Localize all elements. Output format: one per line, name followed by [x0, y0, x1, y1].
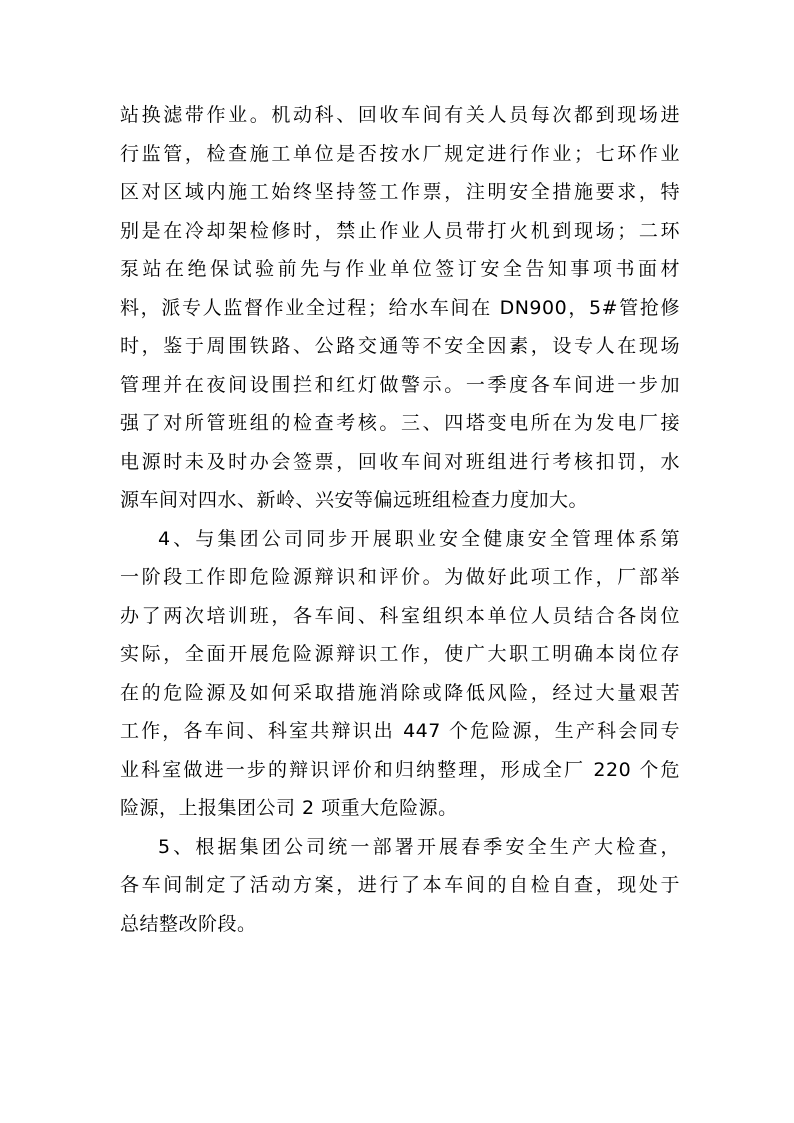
- text-line: 5、根据集团公司统一部署开展春季安全生产大检查，: [158, 835, 680, 858]
- text-line: 管理并在夜间设围拦和红灯做警示。一季度各车间进一步加: [120, 373, 680, 396]
- paragraph-item-4: [120, 520, 680, 828]
- text-line: 强了对所管班组的检查考核。三、四塔变电所在为发电厂接: [120, 412, 680, 434]
- text-line: 办了两次培训班，各车间、科室组织本单位人员结合各岗位: [120, 604, 680, 627]
- text-line: 泵站在绝保试验前先与作业单位签订安全告知事项书面材: [120, 258, 680, 280]
- text-line: 实际，全面开展危险源辩识工作，使广大职工明确本岗位存: [120, 643, 680, 665]
- text-line: 工作，各车间、科室共辩识出 447 个危险源，生产科会同专: [120, 720, 680, 742]
- text-line: 行监管，检查施工单位是否按水厂规定进行作业；七环作业: [120, 142, 680, 165]
- text-line: 源车间对四水、新岭、兴安等偏远班组检查力度加大。: [120, 489, 589, 511]
- text-line: 总结整改阶段。: [120, 912, 257, 935]
- text-line: 各车间制定了活动方案，进行了本车间的自检自查，现处于: [120, 874, 680, 896]
- paragraph-continued: [120, 96, 680, 520]
- text-line: 4、与集团公司同步开展职业安全健康安全管理体系第: [158, 527, 680, 550]
- text-line: 料，派专人监督作业全过程；给水车间在 DN900，5#管抢修: [120, 296, 680, 319]
- text-line: 在的危险源及如何采取措施消除或降低风险，经过大量艰苦: [120, 681, 680, 704]
- text-line: 业科室做进一步的辩识评价和归纳整理，形成全厂 220 个危: [120, 758, 680, 781]
- paragraph-item-5: [120, 828, 680, 944]
- text-line: 别是在冷却架检修时，禁止作业人员带打火机到现场；二环: [120, 219, 680, 242]
- text-line: 险源，上报集团公司 2 项重大危险源。: [120, 797, 458, 819]
- text-line: 电源时未及时办会签票，回收车间对班组进行考核扣罚，水: [120, 450, 680, 473]
- text-line: 时，鉴于周围铁路、公路交通等不安全因素，设专人在现场: [120, 335, 680, 357]
- document-body: [120, 96, 680, 943]
- text-line: 区对区域内施工始终坚持签工作票，注明安全措施要求，特: [120, 181, 680, 203]
- text-line: 一阶段工作即危险源辩识和评价。为做好此项工作，厂部举: [120, 566, 680, 588]
- text-line: 站换滤带作业。机动科、回收车间有关人员每次都到现场进: [120, 104, 680, 126]
